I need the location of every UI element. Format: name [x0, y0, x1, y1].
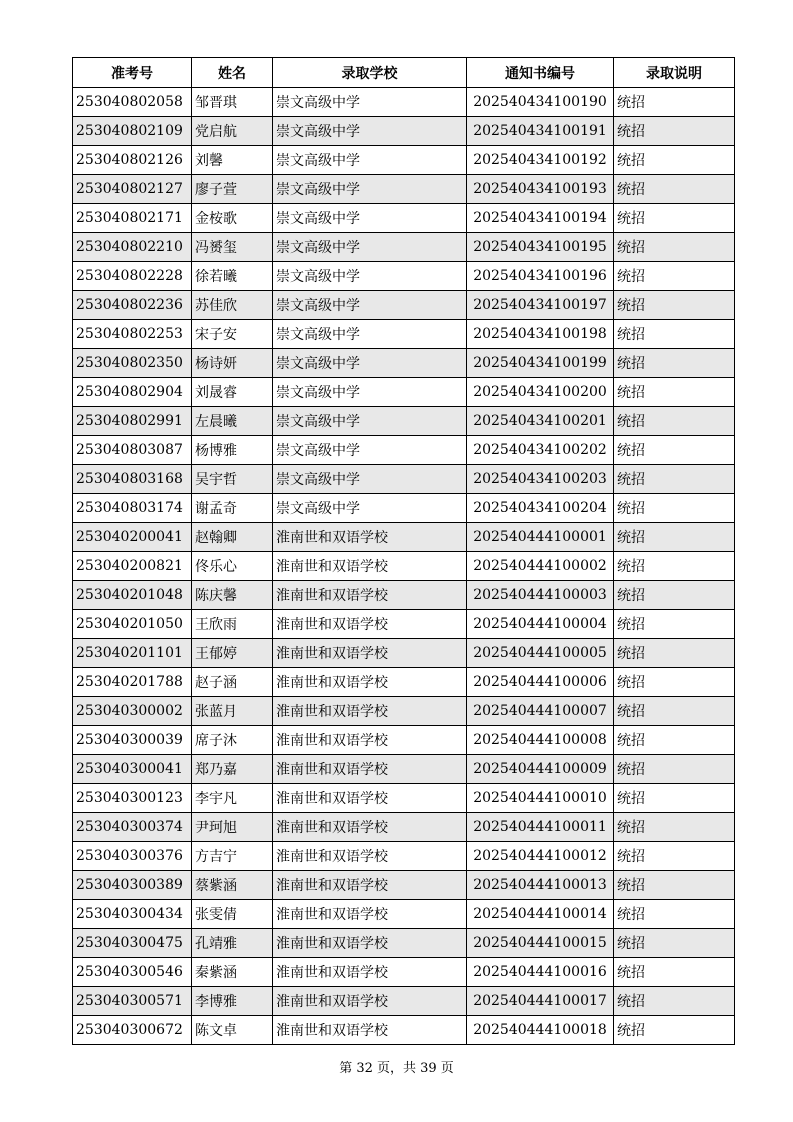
exam-id-cell: 253040802253 — [73, 320, 192, 349]
table-row — [73, 320, 735, 349]
exam-id-cell: 253040802228 — [73, 262, 192, 291]
school-cell: 崇文高级中学 — [273, 291, 467, 320]
table-row — [73, 465, 735, 494]
admission-note-cell: 统招 — [614, 88, 735, 117]
table-row — [73, 755, 735, 784]
admission-note-cell: 统招 — [614, 320, 735, 349]
notice-number-cell: 202540444100002 — [467, 552, 614, 581]
exam-id-cell: 253040802058 — [73, 88, 192, 117]
exam-id-cell: 253040300374 — [73, 813, 192, 842]
notice-number-cell: 202540444100005 — [467, 639, 614, 668]
exam-id-cell: 253040300002 — [73, 697, 192, 726]
notice-number-cell: 202540444100017 — [467, 987, 614, 1016]
notice-number-cell: 202540444100013 — [467, 871, 614, 900]
school-cell: 淮南世和双语学校 — [273, 987, 467, 1016]
table-row — [73, 697, 735, 726]
school-cell: 淮南世和双语学校 — [273, 842, 467, 871]
notice-number-cell: 202540434100202 — [467, 436, 614, 465]
student-name-cell: 苏佳欣 — [192, 291, 273, 320]
school-cell: 淮南世和双语学校 — [273, 813, 467, 842]
table-row — [73, 871, 735, 900]
school-cell: 淮南世和双语学校 — [273, 900, 467, 929]
admission-table — [72, 57, 735, 1045]
notice-number-cell: 202540434100192 — [467, 146, 614, 175]
exam-id-cell: 253040802904 — [73, 378, 192, 407]
table-row — [73, 204, 735, 233]
exam-id-cell: 253040201101 — [73, 639, 192, 668]
school-cell: 崇文高级中学 — [273, 117, 467, 146]
notice-number-cell: 202540434100194 — [467, 204, 614, 233]
student-name-cell: 尹珂旭 — [192, 813, 273, 842]
notice-number-cell: 202540444100012 — [467, 842, 614, 871]
student-name-cell: 邹晋琪 — [192, 88, 273, 117]
table-row — [73, 784, 735, 813]
school-cell: 淮南世和双语学校 — [273, 1016, 467, 1045]
school-cell: 淮南世和双语学校 — [273, 610, 467, 639]
table-row — [73, 378, 735, 407]
student-name-cell: 刘馨 — [192, 146, 273, 175]
exam-id-cell: 253040300123 — [73, 784, 192, 813]
student-name-cell: 张蓝月 — [192, 697, 273, 726]
table-row — [73, 175, 735, 204]
student-name-cell: 宋子安 — [192, 320, 273, 349]
school-cell: 淮南世和双语学校 — [273, 726, 467, 755]
school-cell: 崇文高级中学 — [273, 175, 467, 204]
admission-note-cell: 统招 — [614, 117, 735, 146]
admission-note-cell: 统招 — [614, 494, 735, 523]
table-row — [73, 291, 735, 320]
table-row — [73, 552, 735, 581]
header-note: 录取说明 — [614, 58, 735, 88]
header-exam-id: 准考号 — [73, 58, 192, 88]
exam-id-cell: 253040300389 — [73, 871, 192, 900]
header-notice-no: 通知书编号 — [467, 58, 614, 88]
notice-number-cell: 202540434100198 — [467, 320, 614, 349]
table-row — [73, 610, 735, 639]
admission-note-cell: 统招 — [614, 233, 735, 262]
exam-id-cell: 253040300041 — [73, 755, 192, 784]
notice-number-cell: 202540444100016 — [467, 958, 614, 987]
notice-number-cell: 202540444100004 — [467, 610, 614, 639]
school-cell: 淮南世和双语学校 — [273, 581, 467, 610]
table-row — [73, 262, 735, 291]
notice-number-cell: 202540444100014 — [467, 900, 614, 929]
notice-number-cell: 202540434100195 — [467, 233, 614, 262]
admission-note-cell: 统招 — [614, 610, 735, 639]
school-cell: 崇文高级中学 — [273, 204, 467, 233]
exam-id-cell: 253040200041 — [73, 523, 192, 552]
school-cell: 崇文高级中学 — [273, 88, 467, 117]
exam-id-cell: 253040201050 — [73, 610, 192, 639]
admission-note-cell: 统招 — [614, 291, 735, 320]
exam-id-cell: 253040802171 — [73, 204, 192, 233]
admission-note-cell: 统招 — [614, 900, 735, 929]
notice-number-cell: 202540444100011 — [467, 813, 614, 842]
admission-note-cell: 统招 — [614, 146, 735, 175]
school-cell: 崇文高级中学 — [273, 320, 467, 349]
table-row — [73, 639, 735, 668]
school-cell: 淮南世和双语学校 — [273, 523, 467, 552]
table-row — [73, 146, 735, 175]
exam-id-cell: 253040300475 — [73, 929, 192, 958]
exam-id-cell: 253040802109 — [73, 117, 192, 146]
admission-note-cell: 统招 — [614, 349, 735, 378]
admission-note-cell: 统招 — [614, 668, 735, 697]
exam-id-cell: 253040803168 — [73, 465, 192, 494]
admission-note-cell: 统招 — [614, 639, 735, 668]
student-name-cell: 金桉歌 — [192, 204, 273, 233]
student-name-cell: 党启航 — [192, 117, 273, 146]
student-name-cell: 吴宇哲 — [192, 465, 273, 494]
notice-number-cell: 202540444100008 — [467, 726, 614, 755]
student-name-cell: 陈庆馨 — [192, 581, 273, 610]
school-cell: 淮南世和双语学校 — [273, 958, 467, 987]
exam-id-cell: 253040300434 — [73, 900, 192, 929]
admission-note-cell: 统招 — [614, 755, 735, 784]
school-cell: 淮南世和双语学校 — [273, 929, 467, 958]
table-row — [73, 581, 735, 610]
header-school: 录取学校 — [273, 58, 467, 88]
table-row — [73, 668, 735, 697]
admission-note-cell: 统招 — [614, 1016, 735, 1045]
notice-number-cell: 202540444100003 — [467, 581, 614, 610]
notice-number-cell: 202540444100001 — [467, 523, 614, 552]
exam-id-cell: 253040802236 — [73, 291, 192, 320]
exam-id-cell: 253040201788 — [73, 668, 192, 697]
table-row — [73, 813, 735, 842]
school-cell: 崇文高级中学 — [273, 465, 467, 494]
table-row — [73, 88, 735, 117]
notice-number-cell: 202540444100009 — [467, 755, 614, 784]
exam-id-cell: 253040802991 — [73, 407, 192, 436]
admission-note-cell: 统招 — [614, 175, 735, 204]
notice-number-cell: 202540434100193 — [467, 175, 614, 204]
admission-note-cell: 统招 — [614, 378, 735, 407]
admission-note-cell: 统招 — [614, 552, 735, 581]
notice-number-cell: 202540434100199 — [467, 349, 614, 378]
student-name-cell: 蔡紫涵 — [192, 871, 273, 900]
table-body — [73, 88, 735, 1045]
table-row — [73, 987, 735, 1016]
student-name-cell: 郑乃嘉 — [192, 755, 273, 784]
student-name-cell: 左晨曦 — [192, 407, 273, 436]
admission-note-cell: 统招 — [614, 784, 735, 813]
admission-note-cell: 统招 — [614, 842, 735, 871]
student-name-cell: 王欣雨 — [192, 610, 273, 639]
admission-note-cell: 统招 — [614, 813, 735, 842]
admission-note-cell: 统招 — [614, 262, 735, 291]
exam-id-cell: 253040300571 — [73, 987, 192, 1016]
notice-number-cell: 202540434100191 — [467, 117, 614, 146]
student-name-cell: 徐若曦 — [192, 262, 273, 291]
admission-note-cell: 统招 — [614, 204, 735, 233]
notice-number-cell: 202540434100197 — [467, 291, 614, 320]
notice-number-cell: 202540434100190 — [467, 88, 614, 117]
exam-id-cell: 253040802210 — [73, 233, 192, 262]
student-name-cell: 赵翰卿 — [192, 523, 273, 552]
notice-number-cell: 202540444100007 — [467, 697, 614, 726]
school-cell: 崇文高级中学 — [273, 436, 467, 465]
table-row — [73, 349, 735, 378]
exam-id-cell: 253040803174 — [73, 494, 192, 523]
table-row — [73, 233, 735, 262]
exam-id-cell: 253040300039 — [73, 726, 192, 755]
notice-number-cell: 202540434100204 — [467, 494, 614, 523]
table-row — [73, 494, 735, 523]
exam-id-cell: 253040802126 — [73, 146, 192, 175]
notice-number-cell: 202540444100010 — [467, 784, 614, 813]
admission-note-cell: 统招 — [614, 523, 735, 552]
student-name-cell: 廖子萱 — [192, 175, 273, 204]
admission-note-cell: 统招 — [614, 726, 735, 755]
table-row — [73, 842, 735, 871]
page-footer: 第 32 页，共 39 页 — [339, 1061, 454, 1076]
exam-id-cell: 253040201048 — [73, 581, 192, 610]
admission-note-cell: 统招 — [614, 465, 735, 494]
student-name-cell: 刘晟睿 — [192, 378, 273, 407]
student-name-cell: 李宇凡 — [192, 784, 273, 813]
admission-note-cell: 统招 — [614, 987, 735, 1016]
school-cell: 淮南世和双语学校 — [273, 668, 467, 697]
admission-note-cell: 统招 — [614, 581, 735, 610]
school-cell: 崇文高级中学 — [273, 262, 467, 291]
header-name: 姓名 — [192, 58, 273, 88]
student-name-cell: 冯赟玺 — [192, 233, 273, 262]
table-header-row — [73, 58, 735, 88]
table-row — [73, 117, 735, 146]
admission-note-cell: 统招 — [614, 871, 735, 900]
exam-id-cell: 253040200821 — [73, 552, 192, 581]
student-name-cell: 杨诗妍 — [192, 349, 273, 378]
notice-number-cell: 202540434100203 — [467, 465, 614, 494]
student-name-cell: 孔靖雅 — [192, 929, 273, 958]
school-cell: 淮南世和双语学校 — [273, 552, 467, 581]
student-name-cell: 杨博雅 — [192, 436, 273, 465]
table-row — [73, 726, 735, 755]
table-row — [73, 929, 735, 958]
notice-number-cell: 202540444100015 — [467, 929, 614, 958]
table-row — [73, 523, 735, 552]
student-name-cell: 席子沐 — [192, 726, 273, 755]
admission-note-cell: 统招 — [614, 697, 735, 726]
exam-id-cell: 253040803087 — [73, 436, 192, 465]
school-cell: 淮南世和双语学校 — [273, 755, 467, 784]
admission-note-cell: 统招 — [614, 958, 735, 987]
exam-id-cell: 253040802127 — [73, 175, 192, 204]
student-name-cell: 方吉宁 — [192, 842, 273, 871]
notice-number-cell: 202540434100201 — [467, 407, 614, 436]
table-row — [73, 407, 735, 436]
exam-id-cell: 253040300376 — [73, 842, 192, 871]
school-cell: 崇文高级中学 — [273, 349, 467, 378]
student-name-cell: 陈文卓 — [192, 1016, 273, 1045]
table-row — [73, 900, 735, 929]
school-cell: 淮南世和双语学校 — [273, 871, 467, 900]
admission-note-cell: 统招 — [614, 929, 735, 958]
student-name-cell: 秦紫涵 — [192, 958, 273, 987]
exam-id-cell: 253040300672 — [73, 1016, 192, 1045]
table-row — [73, 958, 735, 987]
admission-note-cell: 统招 — [614, 436, 735, 465]
school-cell: 崇文高级中学 — [273, 146, 467, 175]
table-row — [73, 436, 735, 465]
admission-note-cell: 统招 — [614, 407, 735, 436]
school-cell: 淮南世和双语学校 — [273, 784, 467, 813]
student-name-cell: 张雯倩 — [192, 900, 273, 929]
notice-number-cell: 202540434100196 — [467, 262, 614, 291]
school-cell: 崇文高级中学 — [273, 494, 467, 523]
school-cell: 崇文高级中学 — [273, 378, 467, 407]
notice-number-cell: 202540444100018 — [467, 1016, 614, 1045]
notice-number-cell: 202540444100006 — [467, 668, 614, 697]
student-name-cell: 王郁婷 — [192, 639, 273, 668]
school-cell: 淮南世和双语学校 — [273, 639, 467, 668]
school-cell: 淮南世和双语学校 — [273, 697, 467, 726]
school-cell: 崇文高级中学 — [273, 407, 467, 436]
student-name-cell: 谢孟奇 — [192, 494, 273, 523]
exam-id-cell: 253040300546 — [73, 958, 192, 987]
notice-number-cell: 202540434100200 — [467, 378, 614, 407]
student-name-cell: 赵子涵 — [192, 668, 273, 697]
table-row — [73, 1016, 735, 1045]
student-name-cell: 李博雅 — [192, 987, 273, 1016]
student-name-cell: 佟乐心 — [192, 552, 273, 581]
exam-id-cell: 253040802350 — [73, 349, 192, 378]
school-cell: 崇文高级中学 — [273, 233, 467, 262]
